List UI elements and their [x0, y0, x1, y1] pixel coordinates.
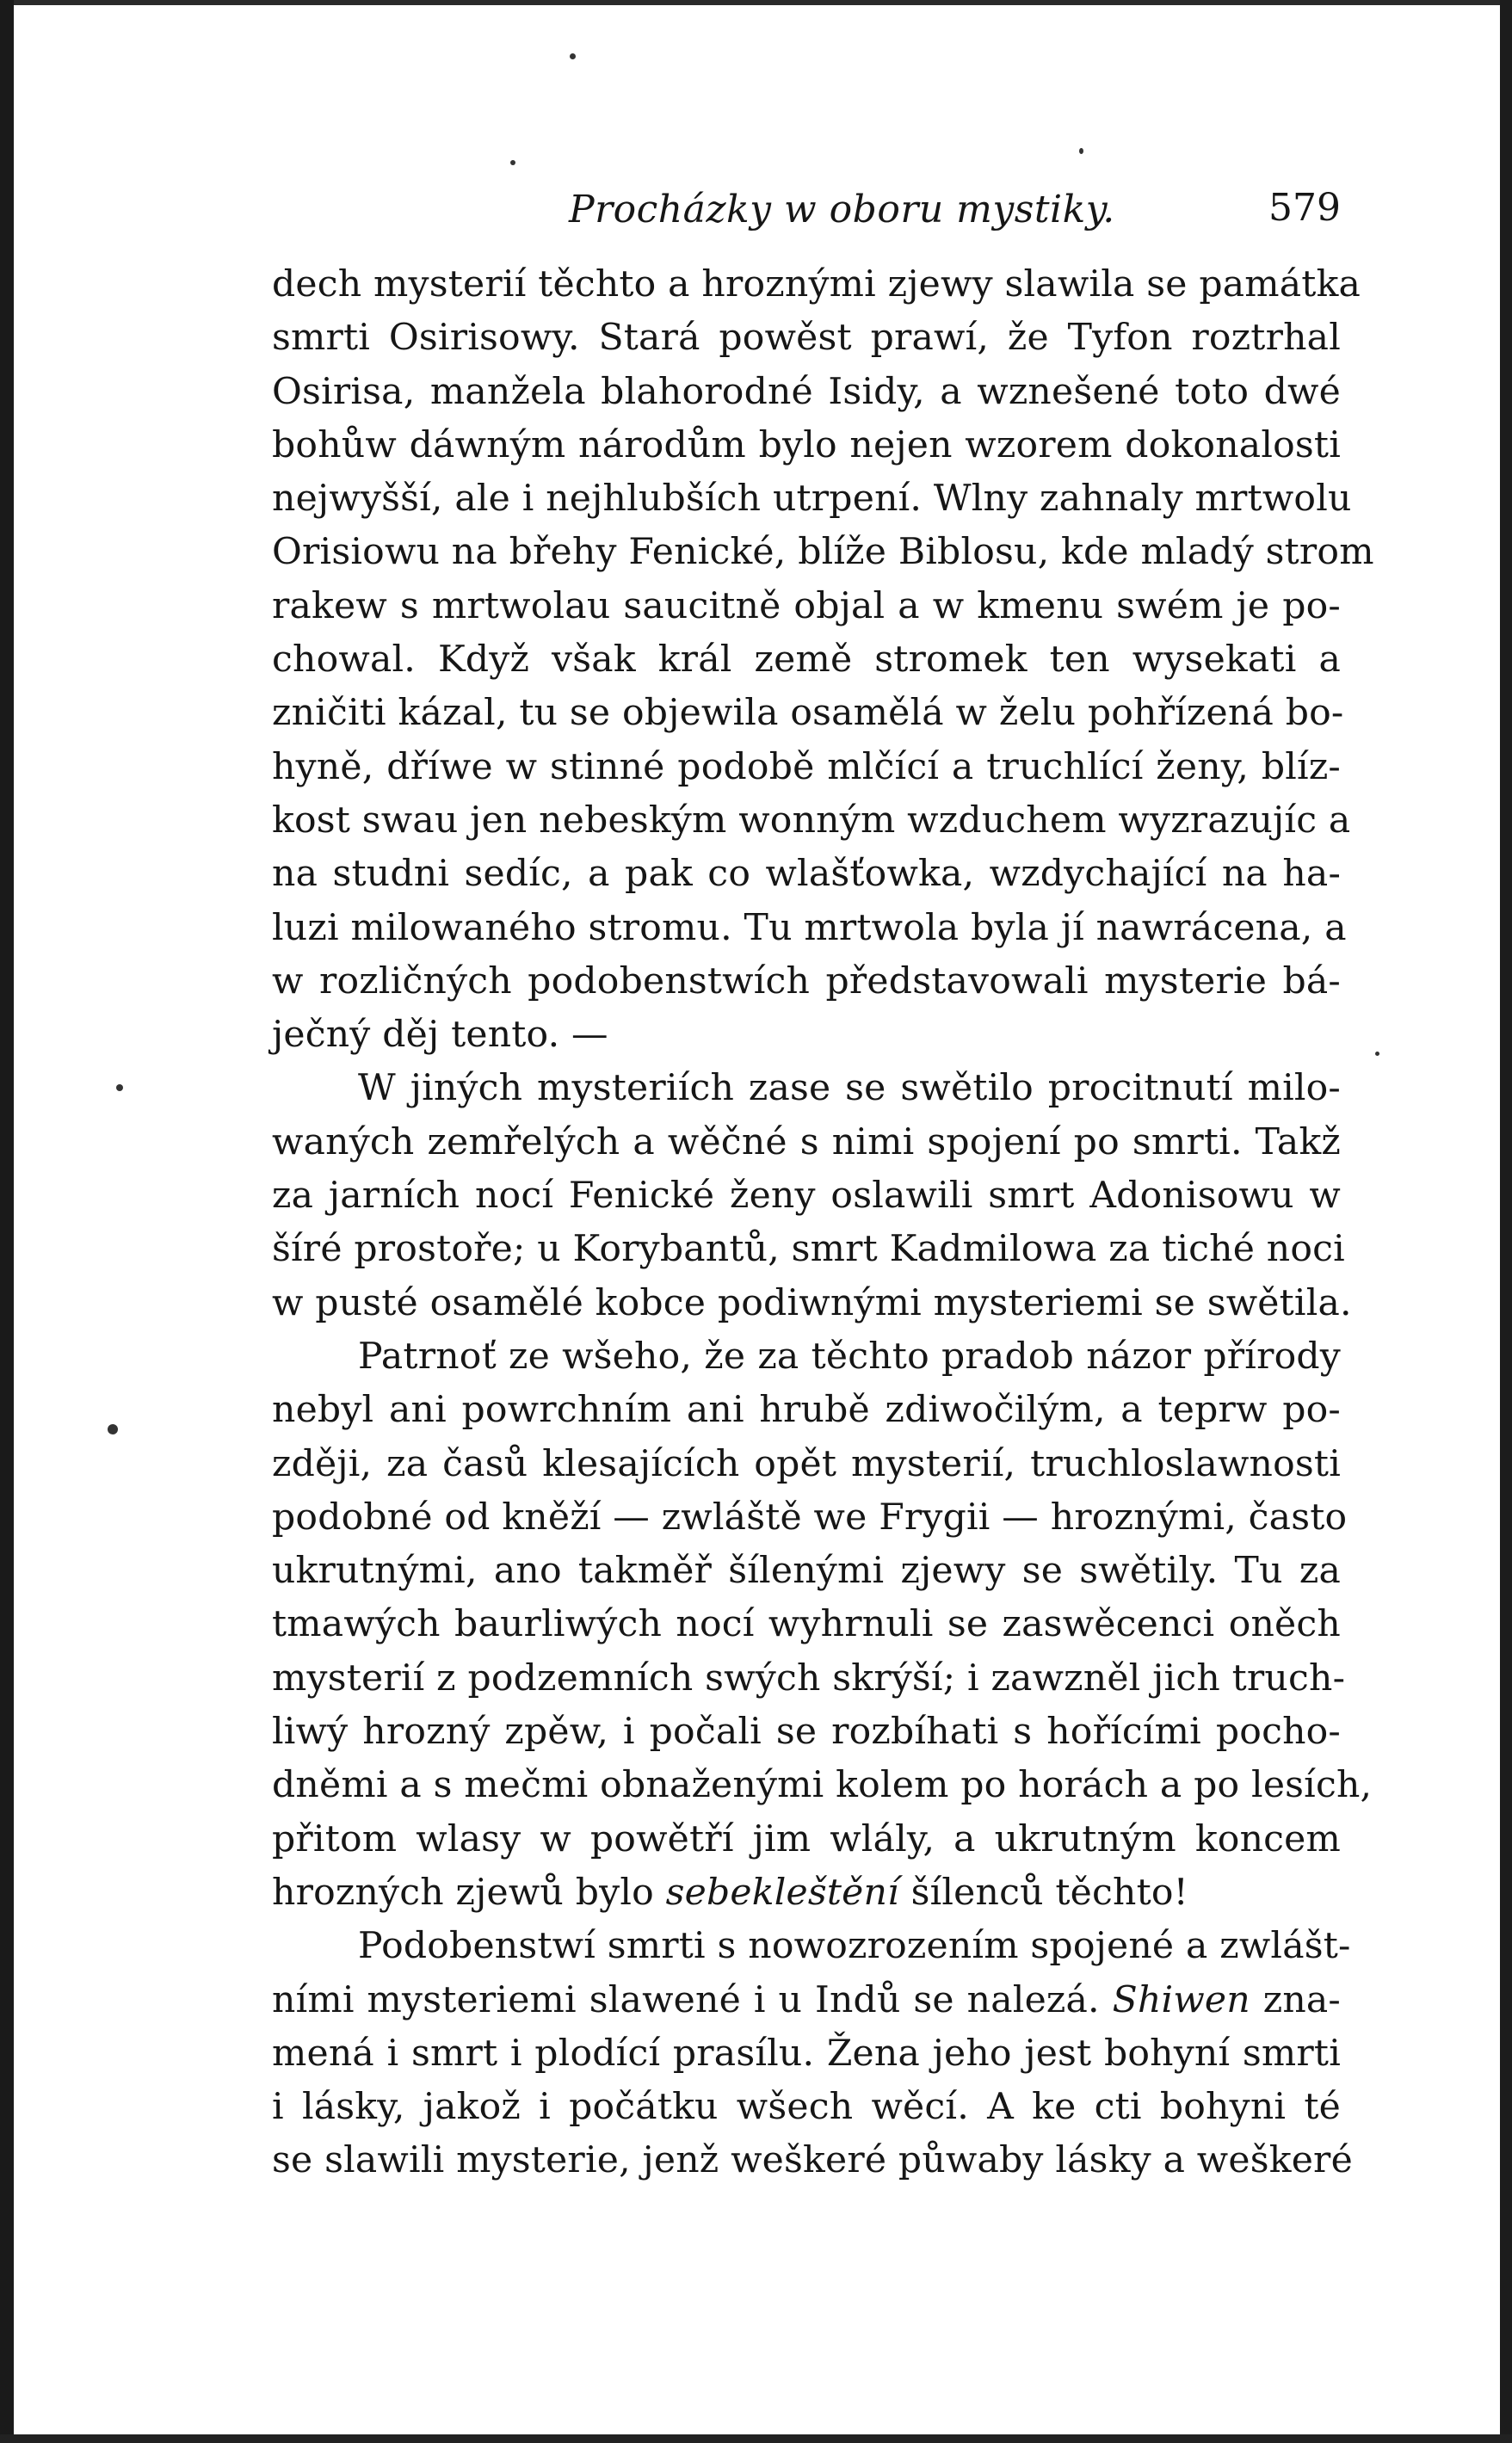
text-line: dněmi a s mečmi obnaženými kolem po horách a po lesích,	[272, 1764, 1373, 1807]
text-line: i lásky, jakož i počátku wšech wěcí. A ke cti bohyni té	[272, 2086, 1341, 2129]
text-line	[272, 1866, 1341, 1920]
text-line: waných zemřelých a wěčné s nimi spojení po smrti. Takž	[272, 1120, 1341, 1163]
text-line: ječný děj tento. —	[272, 1014, 608, 1057]
text-line: nejwyšší, ale i nejhlubších utrpení. Wlny zahnaly mrtwolu	[272, 478, 1352, 521]
scan-speck	[116, 1084, 123, 1091]
text-line: luzi milowaného stromu. Tu mrtwola byla jí nawrácena, a	[272, 906, 1347, 949]
scan-edge-top	[0, 0, 1512, 5]
scan-speck	[1375, 1052, 1379, 1056]
text-line: nebyl ani powrchním ani hrubě zdiwočilým, a teprw po-	[272, 1389, 1341, 1432]
text-line: mená i smrt i plodící prasílu. Žena jeho jest bohyní smrti	[272, 2032, 1341, 2075]
running-head	[272, 172, 1341, 241]
scan-speck	[570, 53, 576, 59]
emphasized-term: sebekleštění	[665, 1871, 899, 1914]
emphasized-term: Shiwen	[1112, 1978, 1250, 2021]
scan-speck	[1079, 148, 1083, 154]
scan-speck	[108, 1424, 118, 1434]
paragraph-1	[272, 258, 1374, 1062]
text-line: podobné od kněží — zwláště we Frygii — hroznými, často	[272, 1496, 1348, 1539]
text-line: Patrnoť ze wšeho, že za těchto pradob názor přírody	[358, 1335, 1341, 1378]
text-span: hrozných zjewů bylo	[272, 1871, 666, 1914]
text-line: W jiných mysteriích zase se swětilo procitnutí milo-	[358, 1067, 1341, 1110]
text-line: přitom wlasy w powětří jim wlály, a ukrutným koncem	[272, 1817, 1341, 1860]
text-line: ukrutnými, ano takměř šílenými zjewy se swětily. Tu za	[272, 1550, 1341, 1593]
text-line: rakew s mrtwolau saucitně objal a w kmenu swém je po-	[272, 584, 1341, 627]
scan-edge-left	[0, 0, 14, 2443]
text-line: šíré prostoře; u Korybantů, smrt Kadmilowa za tiché noci	[272, 1228, 1345, 1271]
text-line: za jarních nocí Fenické ženy oslawili smrt Adonisowu w	[272, 1175, 1341, 1218]
text-line: tmawých baurliwých nocí wyhrnuli se zaswěcenci oněch	[272, 1603, 1341, 1646]
text-line: kost swau jen nebeským wonným wzduchem wyzrazujíc a	[272, 799, 1351, 842]
body-text	[272, 258, 1374, 2188]
text-line: Orisiowu na břehy Fenické, blíže Biblosu, kde mladý strom	[272, 531, 1374, 574]
text-line: bohůw dáwným národům bylo nejen wzorem dokonalosti	[272, 423, 1341, 466]
scan-edge-bottom	[0, 2434, 1512, 2443]
paragraph-2	[272, 1062, 1352, 1329]
text-line: se slawili mysterie, jenž weškeré půwaby lásky a weškeré	[272, 2139, 1353, 2182]
running-title: Procházky w oboru mystiky.	[569, 188, 1115, 231]
text-line: zničiti kázal, tu se objewila osamělá w želu pohřízená bo-	[272, 692, 1344, 735]
text-line: chowal. Když však král země stromek ten wysekati a	[272, 639, 1341, 682]
scan-edge-right	[1500, 0, 1512, 2443]
text-line: hyně, dříwe w stinné podobě mlčící a truchlící ženy, blíz-	[272, 745, 1341, 788]
book-page	[272, 172, 1374, 2188]
text-span: zna-	[1250, 1978, 1341, 2021]
paragraph-3	[272, 1330, 1373, 1920]
text-line: Osirisa, manžela blahorodné Isidy, a wznešené toto dwé	[272, 370, 1341, 413]
text-line: mysterií z podzemních swých skrýší; i zawzněl jich truch-	[272, 1656, 1346, 1700]
text-span: ními mysteriemi slawené i u Indů se nalezá.	[272, 1978, 1113, 2021]
text-line: liwý hrozný zpěw, i počali se rozbíhati s hořícími pocho-	[272, 1711, 1341, 1754]
text-span: šílenců těchto!	[898, 1871, 1188, 1914]
text-line: na studni sedíc, a pak co wlašťowka, wzdychající na ha-	[272, 853, 1341, 896]
text-line: dech mysterií těchto a hroznými zjewy slawila se památka	[272, 263, 1361, 305]
text-line: w rozličných podobenstwích představowali mysterie bá-	[272, 959, 1341, 1002]
page-number: 579	[1268, 186, 1341, 230]
scan-speck	[510, 160, 515, 165]
text-line: w pusté osamělé kobce podiwnými mysteriemi se swětila.	[272, 1281, 1352, 1324]
text-line	[272, 1974, 1341, 2027]
text-line: Podobenstwí smrti s nowozrozením spojené a zwlášt-	[358, 1925, 1351, 1968]
text-line: zději, za časů klesajících opět mysterií, truchloslawnosti	[272, 1442, 1341, 1485]
paragraph-4	[272, 1920, 1353, 2187]
text-line: smrti Osirisowy. Stará powěst prawí, že Tyfon roztrhal	[272, 317, 1341, 360]
